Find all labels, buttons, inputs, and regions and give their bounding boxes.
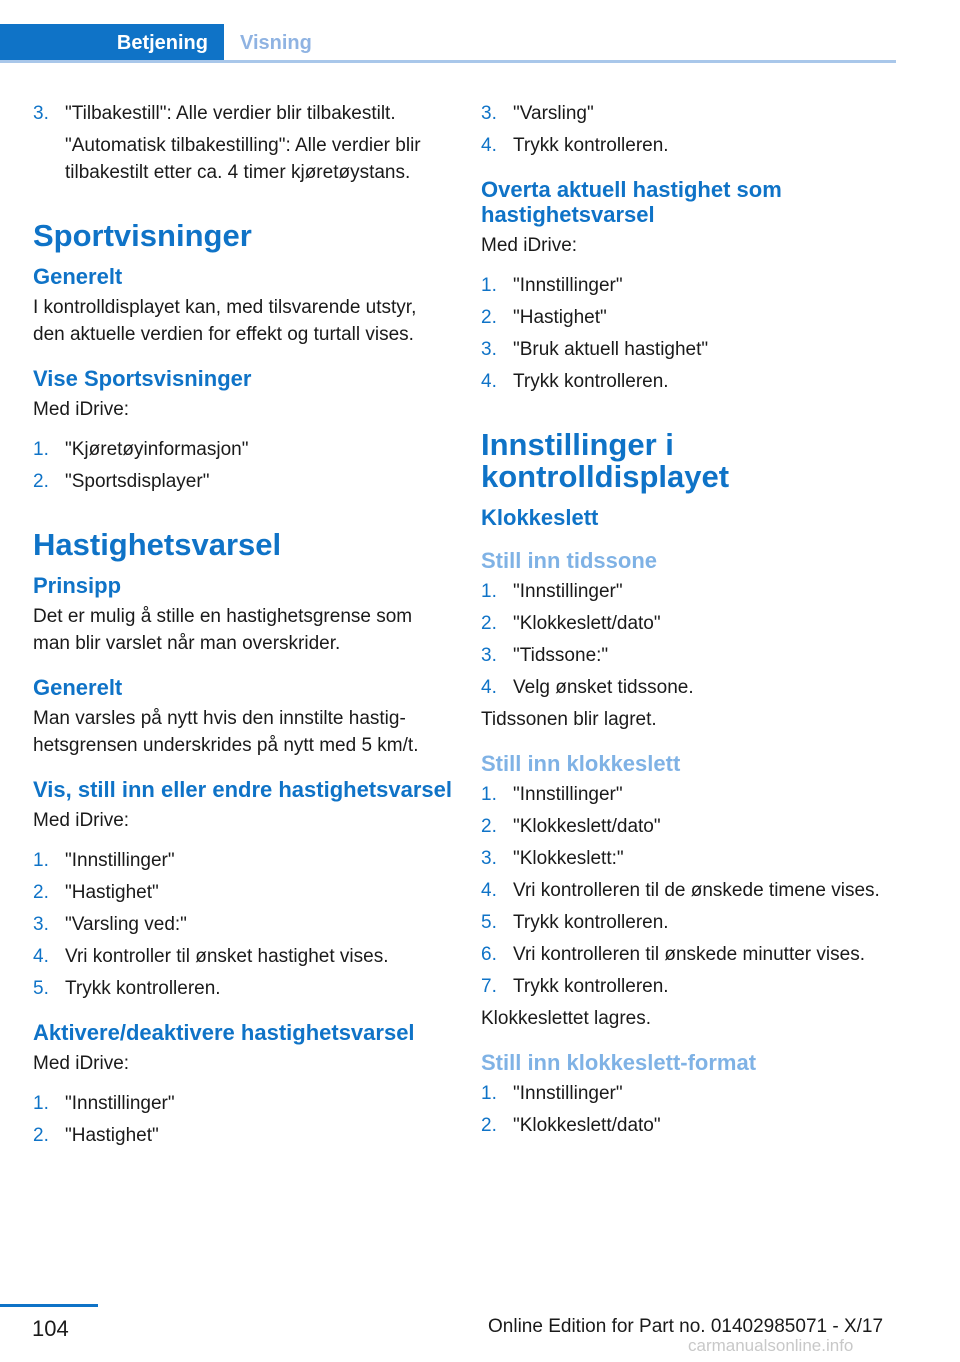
list-item	[481, 1112, 891, 1139]
list-item-number: 2.	[33, 882, 49, 903]
list-item-text: "Tidssone:"	[513, 645, 609, 666]
list-item-number: 2.	[481, 613, 497, 634]
list-tilbakestill	[33, 100, 453, 127]
heading-hastighetsvarsel: Hastighetsvarsel	[33, 527, 282, 562]
list-item-text: "Hastighet"	[65, 882, 159, 903]
list-item-number: 1.	[481, 581, 497, 602]
list-item-text: "Innstillinger"	[513, 275, 623, 296]
list-item-number: 2.	[33, 471, 49, 492]
heading-generelt-2: Generelt	[33, 675, 123, 700]
list-item-text: "Innstillinger"	[65, 1093, 175, 1114]
list-item-text: "Hastighet"	[65, 1125, 159, 1146]
left-column	[33, 100, 453, 1154]
list-item	[33, 1122, 453, 1149]
list-item	[33, 436, 453, 463]
list-item-number: 5.	[33, 978, 49, 999]
list-item-number: 3.	[33, 103, 49, 124]
list-item-text: "Innstillinger"	[65, 850, 175, 871]
list-item-text: "Klokkeslett/dato"	[513, 816, 661, 837]
list-item-text: Vri kontrolleren til ønskede minutter vises.	[513, 944, 865, 965]
list-item-number: 4.	[481, 371, 497, 392]
page-number-bar	[0, 1304, 98, 1307]
list-item	[481, 132, 891, 159]
heading-innstillinger-kontrolldisplay: Innstillinger i kontrolldisplayet	[481, 427, 730, 494]
paragraph-med-idrive-2: Med iDrive:	[33, 810, 130, 831]
list-item-text: Trykk kontrolleren.	[513, 976, 669, 997]
heading-aktivere: Aktivere/deaktivere hastighetsvarsel	[33, 1020, 415, 1045]
list-item-number: 7.	[481, 976, 497, 997]
list-item-number: 2.	[481, 307, 497, 328]
list-item-text: Vri kontroller til ønsket hastighet vises.	[65, 946, 389, 967]
list-item-number: 1.	[33, 439, 49, 460]
list-varsling	[481, 100, 891, 159]
list-tidssone	[481, 578, 891, 701]
list-item	[33, 943, 453, 970]
list-item	[481, 642, 891, 669]
list-item-text: "Innstillinger"	[513, 784, 623, 805]
list-item-text: "Bruk aktuell hastighet"	[513, 339, 709, 360]
list-item-number: 4.	[481, 880, 497, 901]
list-item-text: "Klokkeslett/dato"	[513, 1115, 661, 1136]
list-item-number: 2.	[33, 1125, 49, 1146]
list-item-number: 3.	[481, 339, 497, 360]
watermark: carmanualsonline.info	[688, 1336, 854, 1355]
page-number: 104	[32, 1316, 69, 1341]
list-item-number: 4.	[481, 677, 497, 698]
list-item-number: 4.	[481, 135, 497, 156]
heading-vise-sportsvisninger: Vise Sportsvisninger	[33, 366, 252, 391]
list-item-text: "Varsling"	[513, 103, 594, 124]
header-rule	[0, 60, 896, 63]
list-item	[481, 973, 891, 1000]
list-item-text: Vri kontrolleren til de ønskede timene vises.	[513, 880, 880, 901]
list-item	[481, 674, 891, 701]
list-item	[33, 100, 453, 127]
paragraph-generelt-1: I kontrolldisplayet kan, med tilsvarende utstyr, den aktuelle verdien for effekt og turtall vises.	[33, 297, 417, 345]
paragraph-med-idrive-4: Med iDrive:	[481, 235, 578, 256]
list-item-number: 3.	[481, 103, 497, 124]
list-item	[481, 877, 891, 904]
right-column	[481, 100, 891, 1144]
list-item-number: 2.	[481, 1115, 497, 1136]
list-item-number: 5.	[481, 912, 497, 933]
heading-overta: Overta aktuell hastighet som hastighetsvarsel	[481, 177, 782, 227]
heading-klokkeslett: Klokkeslett	[481, 505, 599, 530]
list-item-text: Velg ønsket tidssone.	[513, 677, 694, 698]
heading-sportvisninger: Sportvisninger	[33, 218, 252, 253]
list-item	[481, 781, 891, 808]
list-item	[481, 909, 891, 936]
list-item-number: 3.	[33, 914, 49, 935]
list-item-number: 3.	[481, 848, 497, 869]
list-item	[481, 578, 891, 605]
list-item-text: Trykk kontrolleren.	[513, 912, 669, 933]
heading-prinsipp: Prinsipp	[33, 573, 122, 598]
list-item-number: 4.	[33, 946, 49, 967]
list-item-text: "Hastighet"	[513, 307, 607, 328]
list-item	[481, 272, 891, 299]
edition-text: Online Edition for Part no. 01402985071 - X/17	[488, 1316, 884, 1337]
list-item	[33, 468, 453, 495]
list-item	[481, 1080, 891, 1107]
heading-still-inn-klokkeslett: Still inn klokkeslett	[481, 751, 681, 776]
list-item-text: Trykk kontrolleren.	[65, 978, 221, 999]
list-item-number: 6.	[481, 944, 497, 965]
list-item	[481, 941, 891, 968]
heading-still-inn-format: Still inn klokkeslett-format	[481, 1050, 757, 1075]
list-item	[481, 368, 891, 395]
list-item-number: 1.	[481, 275, 497, 296]
list-item-text: "Sportsdisplayer"	[65, 471, 210, 492]
paragraph-automatisk: "Automatisk tilbakestilling": Alle verdier blir tilbakestilt etter ca. 4 timer kjøretøystans.	[65, 135, 421, 183]
paragraph-generelt-2: Man varsles på nytt hvis den innstilte hastighetsgrensen underskrides på nytt med 5 km/t.	[33, 708, 419, 756]
page-header	[0, 0, 960, 64]
list-item-text: "Tilbakestill": Alle verdier blir tilbakestilt.	[65, 103, 396, 124]
list-item	[481, 610, 891, 637]
list-item	[481, 100, 891, 127]
paragraph-klokkeslett: Klokkeslettet lagres.	[481, 1008, 652, 1029]
list-item-number: 3.	[481, 645, 497, 666]
list-aktivere	[33, 1090, 453, 1149]
list-sportsvisninger	[33, 436, 453, 495]
list-item-text: "Innstillinger"	[513, 581, 623, 602]
list-item-text: "Varsling ved:"	[65, 914, 187, 935]
list-item-number: 1.	[481, 1083, 497, 1104]
list-item	[33, 1090, 453, 1117]
heading-vis-still-inn: Vis, still inn eller endre hastighetsvarsel	[33, 777, 452, 802]
list-item-number: 1.	[33, 1093, 49, 1114]
tab-betjening[interactable]: Betjening	[0, 24, 224, 62]
list-item-text: "Klokkeslett:"	[513, 848, 624, 869]
list-item	[33, 975, 453, 1002]
list-item	[481, 336, 891, 363]
list-item-text: "Kjøretøyinformasjon"	[65, 439, 249, 460]
list-item	[33, 847, 453, 874]
list-item-text: "Innstillinger"	[513, 1083, 623, 1104]
paragraph-prinsipp: Det er mulig å stille en hastighetsgrense som man blir varslet når man overskrider.	[33, 606, 413, 654]
list-format	[481, 1080, 891, 1139]
list-item	[481, 813, 891, 840]
paragraph-med-idrive-3: Med iDrive:	[33, 1053, 130, 1074]
tab-visning[interactable]: Visning	[240, 31, 312, 54]
list-klokkeslett	[481, 781, 891, 1000]
list-item	[481, 845, 891, 872]
heading-generelt-1: Generelt	[33, 264, 123, 289]
list-item	[481, 304, 891, 331]
list-item-text: Trykk kontrolleren.	[513, 371, 669, 392]
list-overta	[481, 272, 891, 395]
list-item	[33, 911, 453, 938]
paragraph-tidssone: Tidssonen blir lagret.	[481, 709, 657, 730]
heading-still-inn-tidssone: Still inn tidssone	[481, 548, 658, 573]
list-item-number: 1.	[33, 850, 49, 871]
list-vis-still-inn	[33, 847, 453, 1002]
list-item-number: 2.	[481, 816, 497, 837]
list-item-number: 1.	[481, 784, 497, 805]
list-item-text: "Klokkeslett/dato"	[513, 613, 661, 634]
paragraph-med-idrive-1: Med iDrive:	[33, 399, 130, 420]
list-item-text: Trykk kontrolleren.	[513, 135, 669, 156]
list-item	[33, 879, 453, 906]
